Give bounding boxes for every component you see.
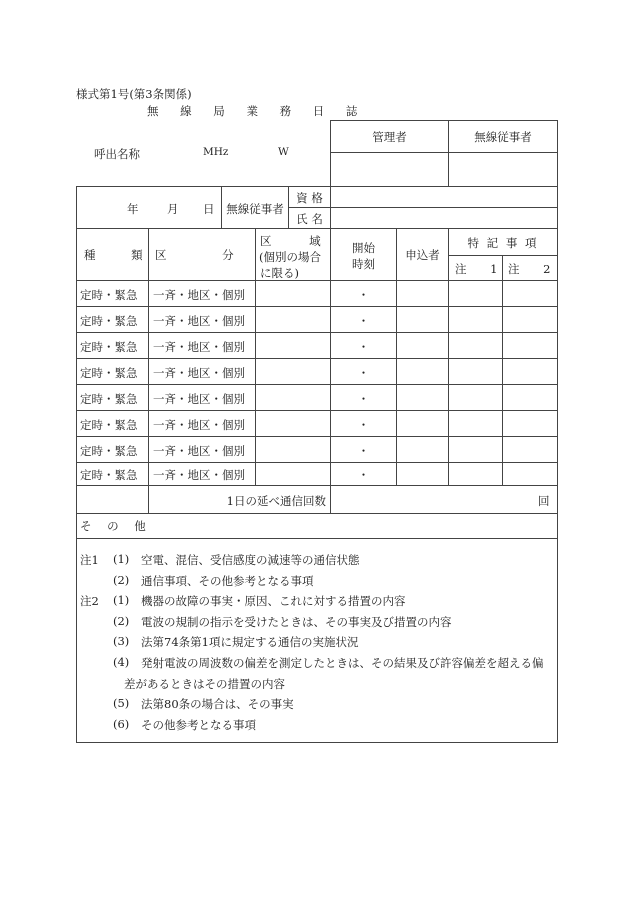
note-text: 通信事項、その他参考となる事項 xyxy=(141,574,314,588)
note-prefix: 注1 xyxy=(80,553,99,567)
note-num: (4) xyxy=(113,655,130,669)
row-division: 一斉・地区・個別 xyxy=(153,288,245,302)
manager-label: 管理者 xyxy=(372,130,407,144)
w-unit: W xyxy=(278,146,289,158)
qualification-label: 資 格 xyxy=(296,191,323,205)
row-start: ・ xyxy=(357,392,370,406)
col-start-line2: 時刻 xyxy=(352,257,375,271)
grid-line xyxy=(76,332,558,333)
form-title: 無 線 局 業 務 日 誌 xyxy=(147,104,367,118)
day-label: 日 xyxy=(203,202,215,216)
mhz-unit: MHz xyxy=(203,146,229,158)
note-text: 法第74条第1項に規定する通信の実施状況 xyxy=(141,635,359,649)
row-division: 一斉・地区・個別 xyxy=(153,314,245,328)
grid-line xyxy=(396,228,397,485)
row-start: ・ xyxy=(357,468,370,482)
row-type: 定時・緊急 xyxy=(80,288,138,302)
row-type: 定時・緊急 xyxy=(80,444,138,458)
row-type: 定時・緊急 xyxy=(80,418,138,432)
grid-line xyxy=(557,120,558,186)
col-note1: 注 1 xyxy=(455,262,498,276)
grid-line xyxy=(330,120,558,121)
col-type: 種 類 xyxy=(84,248,159,262)
other-label: そ の 他 xyxy=(80,519,152,533)
row-division: 一斉・地区・個別 xyxy=(153,366,245,380)
col-division: 区 分 xyxy=(155,248,234,262)
grid-line xyxy=(288,207,558,208)
row-start: ・ xyxy=(357,418,370,432)
row-start: ・ xyxy=(357,314,370,328)
row-type: 定時・緊急 xyxy=(80,340,138,354)
note-text: その他参考となる事項 xyxy=(141,718,256,732)
form-number: 様式第1号(第3条関係) xyxy=(76,87,192,101)
grid-line xyxy=(76,186,558,187)
note-num: (1) xyxy=(113,552,130,566)
grid-line xyxy=(76,462,558,463)
grid-line xyxy=(76,358,558,359)
year-label: 年 xyxy=(127,202,139,216)
grid-line xyxy=(76,306,558,307)
grid-line xyxy=(255,228,256,485)
grid-line xyxy=(76,384,558,385)
grid-line xyxy=(76,436,558,437)
col-start-line1: 開始 xyxy=(352,241,375,255)
note-num: (6) xyxy=(113,717,130,731)
grid-line xyxy=(76,538,558,539)
row-division: 一斉・地区・個別 xyxy=(153,392,245,406)
row-start: ・ xyxy=(357,444,370,458)
callsign-label: 呼出名称 xyxy=(94,147,140,161)
note-text: 発射電波の周波数の偏差を測定したときは、その結果及び許容偏差を超える偏 xyxy=(141,656,544,670)
col-area-line3: に限る) xyxy=(260,266,299,280)
note-num: (3) xyxy=(113,634,130,648)
grid-line xyxy=(76,485,558,486)
name-label: 氏 名 xyxy=(296,212,323,226)
grid-line xyxy=(557,186,558,743)
note-prefix: 注2 xyxy=(80,594,99,608)
col-area-line2: (個別の場合 xyxy=(259,250,321,264)
row-type: 定時・緊急 xyxy=(80,468,138,482)
grid-line xyxy=(76,280,558,281)
grid-line xyxy=(330,152,558,153)
col-applicant: 申込者 xyxy=(405,248,440,262)
grid-line xyxy=(448,228,449,485)
grid-line xyxy=(76,410,558,411)
row-type: 定時・緊急 xyxy=(80,392,138,406)
note-text: 機器の故障の事実・原因、これに対する措置の内容 xyxy=(141,594,406,608)
row-start: ・ xyxy=(357,366,370,380)
col-note2: 注 2 xyxy=(508,262,551,276)
operator-label: 無線従事者 xyxy=(226,202,284,216)
row-type: 定時・緊急 xyxy=(80,366,138,380)
operator-header-label: 無線従事者 xyxy=(474,130,532,144)
grid-line xyxy=(76,513,558,514)
row-division: 一斉・地区・個別 xyxy=(153,340,245,354)
note-num: (2) xyxy=(113,614,130,628)
col-area-line1: 区 域 xyxy=(260,234,321,248)
row-division: 一斉・地区・個別 xyxy=(153,444,245,458)
note-num: (1) xyxy=(113,593,130,607)
grid-line xyxy=(502,255,503,485)
row-type: 定時・緊急 xyxy=(80,314,138,328)
note-num: (5) xyxy=(113,696,130,710)
col-remarks: 特 記 事 項 xyxy=(467,236,539,250)
note-text: 空電、混信、受信感度の減速等の通信状態 xyxy=(141,553,360,567)
row-start: ・ xyxy=(357,288,370,302)
note-text: 法第80条の場合は、その事実 xyxy=(141,697,294,711)
grid-line xyxy=(76,186,77,743)
total-unit: 回 xyxy=(538,494,550,508)
note-text: 電波の規制の指示を受けたときは、その事実及び措置の内容 xyxy=(141,615,452,629)
month-label: 月 xyxy=(167,202,179,216)
grid-line xyxy=(448,255,558,256)
row-start: ・ xyxy=(357,340,370,354)
note-text-continued: 差があるときはその措置の内容 xyxy=(124,677,285,691)
note-num: (2) xyxy=(113,573,130,587)
row-division: 一斉・地区・個別 xyxy=(153,418,245,432)
grid-line xyxy=(76,742,558,743)
total-label: 1日の延べ通信回数 xyxy=(226,494,326,508)
row-division: 一斉・地区・個別 xyxy=(153,468,245,482)
grid-line xyxy=(148,228,149,513)
